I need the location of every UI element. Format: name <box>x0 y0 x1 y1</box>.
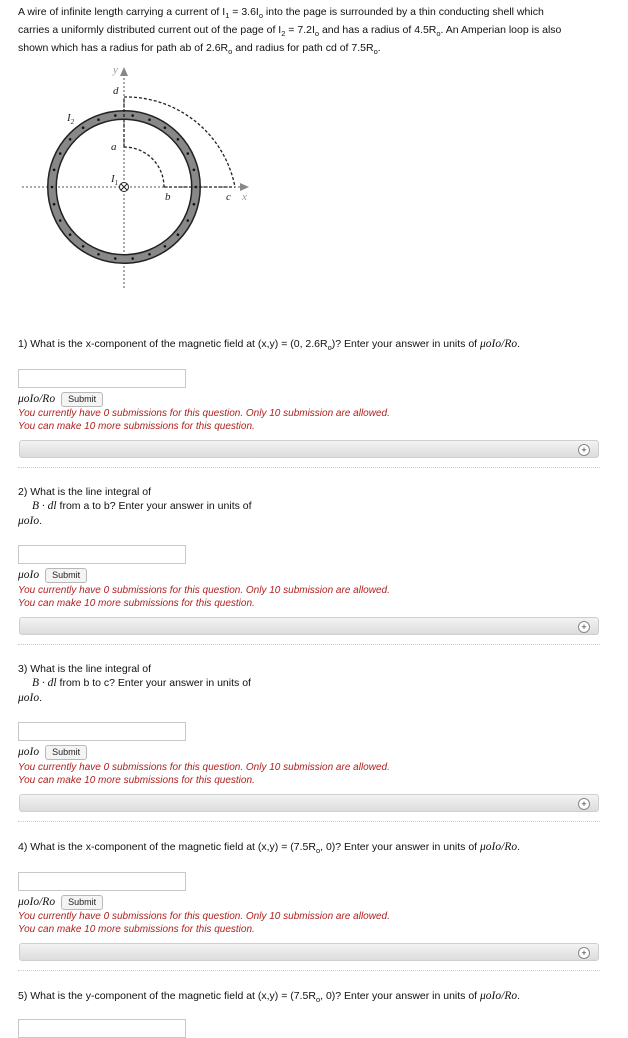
shell-current-dot <box>177 233 180 236</box>
shell-current-dot <box>59 219 62 222</box>
shell-current-dot <box>69 138 72 141</box>
y-label: y <box>113 64 118 76</box>
question-1: 1) What is the x-component of the magnetic field at (x,y) = (0, $2.6R_o$)? Enter your answer in units of μoIo/Ro. <box>18 338 521 353</box>
shell-current-dot <box>148 253 151 256</box>
shell-current-dot <box>82 126 85 129</box>
amperian-loop-diagram <box>0 58 628 298</box>
unit-label: μoIo/Ro <box>18 896 56 908</box>
question-4: 4) What is the x-component of the magnetic field at $(x,y) = (7.5R_o$, 0)? Enter your answer in units of μoIo/Ro. <box>18 841 521 856</box>
question-3: 3) What is the line integral of <box>18 663 152 675</box>
shell-current-dot <box>51 186 54 189</box>
unit-row-1 <box>18 392 103 406</box>
shell-current-dot <box>148 118 151 121</box>
submit-button[interactable]: Submit <box>45 568 87 583</box>
integrand-2: B · dl from a to b? Enter your answer in units of <box>32 500 252 512</box>
submission-status: You currently have 0 submissions for this question. Only 10 submission are allowed. You can make 10 more submissions for this question. <box>18 911 390 935</box>
path-ab <box>124 147 164 187</box>
expand-bar[interactable] <box>19 617 599 635</box>
shell-current-dot <box>164 126 167 129</box>
expand-bar[interactable] <box>19 794 599 812</box>
shell-current-dot <box>59 152 62 155</box>
submission-status: You currently have 0 submissions for this question. Only 10 submission are allowed. You can make 10 more submissions for this question. <box>18 762 390 786</box>
divider <box>18 821 600 822</box>
current-i2-label: $I_2$ <box>67 112 75 126</box>
x-label: x <box>242 191 247 203</box>
plus-icon[interactable]: + <box>578 444 590 456</box>
unit-row-4 <box>18 895 103 909</box>
shell-current-dot <box>187 152 190 155</box>
shell-current-dot <box>177 138 180 141</box>
shell-current-dot <box>193 169 196 172</box>
point-a-label: a <box>111 141 117 153</box>
shell-current-dot <box>193 203 196 206</box>
shell-current-dot <box>114 114 117 117</box>
divider <box>18 644 600 645</box>
unit-label: μoIo <box>18 746 40 758</box>
submit-button[interactable]: Submit <box>45 745 87 760</box>
expand-bar[interactable] <box>19 440 599 458</box>
plus-icon[interactable]: + <box>578 947 590 959</box>
unit-label: μoIo/Ro <box>18 393 56 405</box>
shell-current-dot <box>97 253 100 256</box>
problem-statement: A wire of infinite length carrying a current of $I_1 = 3.6I_o$ into the page is surrounded by a thin conducting shell which carries a uniformly distributed current out of the page of $I_2 = 7.2I_o$ and has a radius of $4.5R_o$. An Amperian loop is also shown which has a radius for path ab of $2.6R_o$ and radius for path cd of $7.5R_o$. <box>18 6 562 57</box>
question-3-unit: μoIo. <box>18 692 43 704</box>
point-c-label: c <box>226 191 231 203</box>
unit-label: μoIo <box>18 569 40 581</box>
unit-row-3 <box>18 745 87 759</box>
integrand-3: B · dl from b to c? Enter your answer in units of <box>32 677 251 689</box>
expand-bar[interactable] <box>19 943 599 961</box>
answer-input-3[interactable] <box>18 722 186 741</box>
point-d-label: d <box>113 85 119 97</box>
answer-input-5[interactable] <box>18 1019 186 1038</box>
y-axis-arrow <box>120 67 128 76</box>
shell-current-dot <box>131 257 134 260</box>
shell-current-dot <box>187 219 190 222</box>
answer-input-4[interactable] <box>18 872 186 891</box>
shell-current-dot <box>164 245 167 248</box>
x-axis-arrow <box>240 183 249 191</box>
shell-current-dot <box>53 169 56 172</box>
unit-row-2 <box>18 568 87 582</box>
plus-icon[interactable]: + <box>578 621 590 633</box>
shell-current-dot <box>69 233 72 236</box>
question-2-unit: μoIo. <box>18 515 43 527</box>
question-2: 2) What is the line integral of <box>18 486 152 498</box>
shell-current-dot <box>53 203 56 206</box>
divider <box>18 467 600 468</box>
divider <box>18 970 600 971</box>
shell-current-dot <box>97 118 100 121</box>
submit-button[interactable]: Submit <box>61 895 103 910</box>
plus-icon[interactable]: + <box>578 798 590 810</box>
submit-button[interactable]: Submit <box>61 392 103 407</box>
shell-current-dot <box>114 257 117 260</box>
shell-current-dot <box>82 245 85 248</box>
submission-status: You currently have 0 submissions for this question. Only 10 submission are allowed. You can make 10 more submissions for this question. <box>18 585 390 609</box>
shell-current-dot <box>131 114 134 117</box>
answer-input-2[interactable] <box>18 545 186 564</box>
point-b-label: b <box>165 191 171 203</box>
question-5: 5) What is the y-component of the magnetic field at $(x,y) = (7.5R_o$, 0)? Enter your answer in units of μoIo/Ro. <box>18 990 521 1005</box>
submission-status: You currently have 0 submissions for this question. Only 10 submission are allowed. You can make 10 more submissions for this question. <box>18 408 390 432</box>
answer-input-1[interactable] <box>18 369 186 388</box>
current-i1-label: $I_1$ <box>111 173 119 187</box>
